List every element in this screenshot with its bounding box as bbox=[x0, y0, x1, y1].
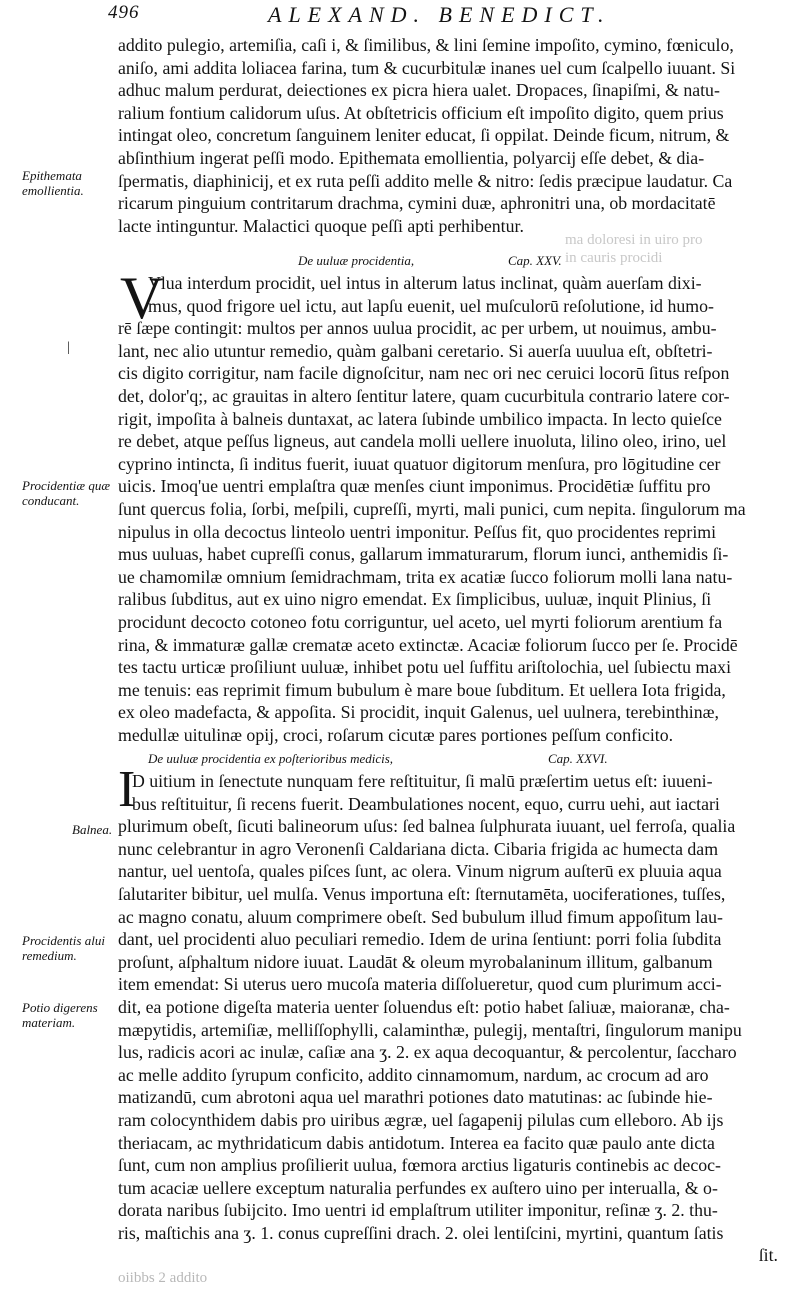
text-line: nipulus in olla decoctus linteolo uentri imponitur. Peſſus fit, quo procidentes reprimi bbox=[118, 521, 717, 542]
chapter-title: De uuluæ procidentia, bbox=[298, 253, 415, 268]
text-line: nunc celebrantur in agro Veronenſi Caldariana dicta. Cibaria frigida ac humecta dam bbox=[118, 838, 719, 859]
margin-note-procidentis: Procidentis alui remedium. bbox=[22, 933, 105, 963]
text-line: ricarum pinguium contritarum drachma, cymini duæ, aphronitri una, ob mordacitatē bbox=[118, 193, 716, 214]
chapter-heading bbox=[118, 750, 788, 768]
chapter-title: De uuluæ procidentia ex poſterioribus medicis, bbox=[148, 751, 394, 766]
text-line: dorata naribus ſubijcito. Imo uentri id emplaſtrum utiliter imponitur, reſinæ ʒ. 2. thu- bbox=[118, 1200, 718, 1221]
text-line: rē ſæpe contingit: multos per annos uulua procidit, ac per urbem, ut nouimus, ambu- bbox=[118, 318, 717, 339]
bleed-through-text: oiibbs 2 addito bbox=[118, 1270, 208, 1286]
text-line: ue chamomilæ omnium ſemidrachmam, trita ex acatiæ ſucco foliorum molli lana natu- bbox=[118, 566, 733, 587]
text-line: bus reſtituitur, ſi recens fuerit. Deambulationes nocent, equo, curru uehi, aut iactari bbox=[132, 793, 720, 814]
text-block-chapter-25 bbox=[118, 272, 788, 746]
text-line: adhuc malum perdurat, deiectiones ex picra hiera ualet. Dropaces, ſinapiſmi, & natu- bbox=[118, 80, 720, 101]
text-line: det, dolor'q;, ac grauitas in altero ſentitur latere, quam cucurbitula contrario latere cor- bbox=[118, 385, 730, 406]
text-line: tum acaciæ uellere exceptum naturalia perfundes ex auſtero uino per interualla, & o- bbox=[118, 1177, 718, 1198]
text-line: dit, ea potione digeſta materia uenter ſoluendus eſt: potio habet ſaliuæ, maioranæ, cha- bbox=[118, 996, 730, 1017]
text-line: ſpermatis, diaphinicij, et ex ruta peſſi addito melle & nitro: ſedis præcipue laudatur. Ca bbox=[118, 170, 733, 191]
text-line: matizandū, cum abrotoni aqua uel marathri potiones dato matutinas: ac ſubinde hie- bbox=[118, 1087, 713, 1108]
text-line: plurimum obeſt, ſicuti balineorum uſus: ſed balnea ſulphurata iuuant, uel ferroſa, qualia bbox=[118, 816, 736, 837]
text-line: rina, & immaturæ gallæ crematæ aceto extinctæ. Acaciæ foliorum ſucco per ſe. Procidē bbox=[118, 634, 738, 655]
text-line: dant, uel procidenti aluo peculiari remedio. Idem de urina ſentiunt: porri folia ſubdita bbox=[118, 929, 722, 950]
text-line: addito pulegio, artemiſia, caſi i, & ſimilibus, & lini ſemine impoſito, cymino, fœniculo, bbox=[118, 35, 734, 55]
text-block-chapter-26 bbox=[118, 770, 788, 1267]
drop-cap: V bbox=[120, 265, 164, 331]
margin-mark: | bbox=[67, 340, 70, 355]
chapter-number: Cap. XXVI. bbox=[548, 751, 608, 766]
text-line: Vlua interdum procidit, uel intus in alterum latus inclinat, quàm auerſam dixi- bbox=[148, 273, 702, 293]
text-line: nantur, uel uentoſa, quales piſces ſunt, ac olera. Vinum nigrum auſterū ex pluuia aqua bbox=[118, 861, 722, 882]
text-line: cyprino intincta, ſi inditus fuerit, iuuat quatuor digitorum menſura, pro lōgitudine cer bbox=[118, 453, 721, 474]
text-line: D uitium in ſenectute nunquam fere reſtituitur, ſi malū præſertim uetus eſt: iuueni- bbox=[132, 771, 713, 791]
text-line: rigit, impoſita à balneis duntaxat, ac latera ſubinde umbilico impacta. In lecto quieſce bbox=[118, 408, 722, 429]
text-line: tes tactu urticæ proſiliunt uuluæ, inhibet potu uel ſuffitu ariſtolochia, uel ſubiectu maxi bbox=[118, 657, 732, 678]
bleed-through-text: ma doloresi in uiro pro bbox=[565, 232, 703, 248]
page-number: 496 bbox=[108, 2, 140, 23]
text-line: cis digito corrigitur, nam facile dignoſcitur, nam nec ori nec ceruici locorū ſitus reſpon bbox=[118, 363, 730, 384]
text-line: ſit. bbox=[758, 1245, 778, 1266]
text-line: ſunt, cum non amplius proſilierit uulua, fœmora arctius ligaturis continebis ac decoc- bbox=[118, 1155, 721, 1176]
margin-note-procidentiae: Procidentiæ quæ conducant. bbox=[22, 478, 110, 508]
text-line: abſinthium ingerat peſſi modo. Epithemata emollientia, polyarcij eſſe debet, & dia- bbox=[118, 147, 705, 168]
chapter-heading bbox=[118, 252, 788, 270]
text-line: item emendat: Si uterus uero mucoſa materia diſſolueretur, quod cum plurimum acci- bbox=[118, 974, 722, 995]
text-line: ac melle addito ſyrupum conficito, addito cinnamomum, nardum, ac crocum ad aro bbox=[118, 1064, 709, 1085]
text-line: ris, maſtichis ana ʒ. 1. conus cupreſſini drach. 2. olei lentiſcini, myrtini, quantum ſatis bbox=[118, 1222, 724, 1243]
text-line: ex oleo madefacta, & appoſita. Si procidit, inquit Galenus, uel uulnera, terebinthinæ, bbox=[118, 702, 719, 723]
margin-note-potio: Potio digerens materiam. bbox=[22, 1000, 98, 1030]
text-line: ralium fontium calidorum uſus. At obſtetricis officium eſt impoſito digito, quem prius bbox=[118, 102, 724, 123]
text-line: lus, radicis acori ac inulæ, caſiæ ana ʒ. 2. ex aqua decoquantur, & percolentur, ſaccharo bbox=[118, 1042, 737, 1063]
text-line: mus uuluas, habet cupreſſi conus, gallarum immaturarum, florum iunci, anthemidis ſi- bbox=[118, 544, 729, 565]
text-line: lacte intinguntur. Malactici quoque peſſi apti perhibentur. bbox=[118, 215, 524, 236]
margin-note-balnea: Balnea. bbox=[72, 822, 113, 837]
text-line: procidunt decocto cotoneo fotu corriguntur, uel aceto, uel myrti foliorum arentium fa bbox=[118, 611, 723, 632]
text-line: mus, quod frigore uel ictu, aut lapſu euenit, uel muſculorū reſolutione, id humo- bbox=[148, 295, 714, 316]
chapter-number: Cap. XXV. bbox=[508, 253, 562, 268]
margin-note-epithemata: Epithemata emollientia. bbox=[22, 168, 84, 198]
text-line: aniſo, ami addita loliacea farina, tum & cucurbitulæ inanes uel cum ſcalpello iuuant. Si bbox=[118, 57, 736, 78]
text-line: lant, nec alio utuntur remedio, quàm galbani ceretario. Si auerſa uuulua eſt, obſtetri- bbox=[118, 340, 713, 361]
text-line: ac magno conatu, aluum comprimere obeſt. Sed bubulum illud fimum appoſitum lau- bbox=[118, 906, 723, 927]
text-line: re debet, atque peſſus ligneus, aut candela molli uellere inuoluta, lilino oleo, irino, uel bbox=[118, 431, 727, 452]
text-line: intingat oleo, concretum ſanguinem leniter educat, ſi oppilat. Deinde ficum, nitrum, & bbox=[118, 125, 730, 146]
text-line: proſunt, aſphaltum nidore iuuat. Laudāt & oleum myrobalaninum illitum, galbanum bbox=[118, 951, 713, 972]
text-line: ſunt quercus folia, ſorbi, meſpili, cupreſſi, myrti, mali punici, cum nepita. ſingulorum ma bbox=[118, 498, 746, 519]
text-line: ram colocynthidem dabis pro uiribus ægræ, uel ſagapenij pilulas cum elleboro. Ab ijs bbox=[118, 1109, 724, 1130]
text-line: uicis. Imoq'ue uentri emplaſtra quæ menſes ciunt imponimus. Procidētiæ ſuffitu pro bbox=[118, 476, 711, 497]
text-line: mæpytidis, artemiſiæ, melliſſophylli, calaminthæ, pulegij, mentaſtri, ſingulorum manipu bbox=[118, 1019, 742, 1040]
text-line: me tenuis: eas reprimit fimum bubulum è mare boue ſubditum. Et uellera Iota frigida, bbox=[118, 679, 726, 700]
bleed-through-text: in cauris procidi bbox=[565, 250, 663, 266]
text-line: medullæ uitulinæ opij, croci, roſarum cicutæ pares portiones peſſum conficito. bbox=[118, 724, 674, 745]
drop-cap: I bbox=[118, 761, 136, 818]
text-line: ſalutariter bibitur, uel mulſa. Venus importuna eſt: ſternutamēta, uociferationes, tuſſes, bbox=[118, 883, 726, 904]
text-line: ralibus ſubditus, aut ex uino nigro emendat. Ex ſimplicibus, uuluæ, inquit Plinius, ſi bbox=[118, 589, 712, 610]
text-block-intro bbox=[118, 34, 788, 237]
text-line: theriacam, ac mythridaticum dabis antidotum. Interea ea facito quæ paulo ante dicta bbox=[118, 1132, 715, 1153]
running-head: ALEXAND. BENEDICT. bbox=[268, 2, 611, 27]
